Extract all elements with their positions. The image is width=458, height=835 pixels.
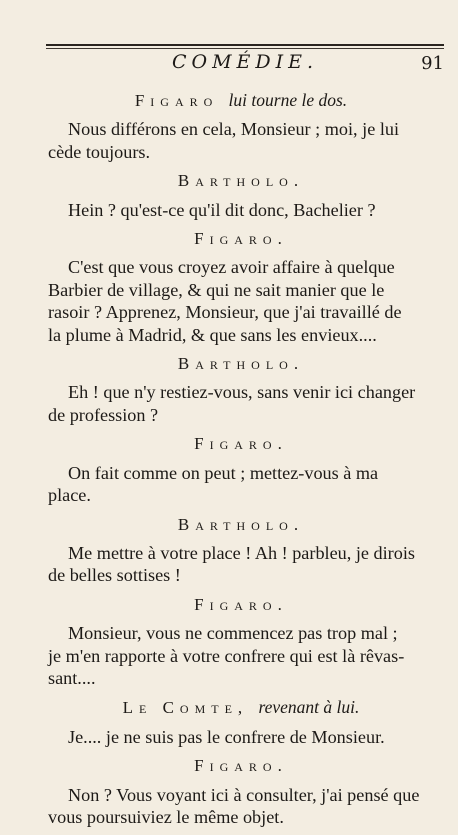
speech-paragraph	[48, 622, 434, 689]
speech-line: place.	[48, 485, 91, 506]
speaker-heading	[48, 228, 434, 250]
running-title: COMÉDIE.	[171, 51, 319, 73]
speaker-heading	[48, 353, 434, 375]
speech-line: C'est que vous croyez avoir affaire à quelque	[68, 257, 395, 278]
speech-line: Non ? Vous voyant ici à consulter, j'ai pensé que	[68, 784, 420, 805]
speech-line: Barbier de village, & qui ne sait manier que le	[48, 279, 385, 300]
speech-paragraph	[48, 118, 434, 163]
speech-line: Me mettre à votre place ! Ah ! parbleu, je dirois	[68, 542, 415, 563]
speaker-heading	[48, 755, 434, 777]
speech-line: vous poursuiviez le même objet.	[48, 806, 284, 827]
speech-paragraph	[48, 199, 434, 221]
speaker-heading	[48, 696, 434, 719]
stage-direction: revenant à lui.	[258, 697, 360, 718]
speaker-name: Figaro.	[194, 229, 288, 249]
speech-line: de profession ?	[48, 404, 159, 425]
speech-line: sant....	[48, 667, 96, 688]
speaker-name: Figaro.	[194, 756, 288, 776]
speech-line: Je.... je ne suis pas le confrere de Monsieur.	[68, 726, 385, 747]
speech-line: rasoir ? Apprenez, Monsieur, que j'ai travaillé de	[48, 302, 402, 323]
speech-paragraph	[48, 784, 434, 829]
page-number: 91	[421, 53, 444, 74]
speech-paragraph	[48, 542, 434, 587]
speech-paragraph	[48, 726, 434, 748]
stage-direction: lui tourne le dos.	[228, 90, 348, 110]
speech-line: la plume à Madrid, & que sans les envieux....	[48, 324, 377, 345]
speaker-name: Bartholo.	[177, 514, 305, 534]
speaker-heading	[48, 170, 434, 192]
speaker-name: Le Comte,	[122, 698, 249, 718]
speech-paragraph	[48, 381, 434, 426]
speech-line: Eh ! que n'y restiez-vous, sans venir ici changer	[68, 382, 416, 403]
speaker-name: Figaro	[134, 91, 219, 110]
speech-paragraph	[48, 462, 434, 507]
speaker-name: Bartholo.	[177, 354, 305, 374]
speech-line: de belles sottises !	[48, 565, 181, 586]
speaker-name: Figaro.	[194, 594, 288, 614]
speaker-name: Bartholo.	[177, 171, 305, 191]
dialogue-text	[48, 88, 434, 835]
speaker-heading	[48, 433, 434, 455]
speech-line: Hein ? qu'est-ce qu'il dit donc, Bachelier ?	[68, 199, 376, 220]
speech-line: Monsieur, vous ne commencez pas trop mal ;	[68, 623, 398, 644]
speech-line: je m'en rapporte à votre confrere qui est là rêvas-	[48, 645, 405, 666]
header-rule	[46, 44, 444, 46]
speaker-heading	[48, 594, 434, 616]
speech-line: cède toujours.	[48, 141, 151, 162]
speaker-heading	[48, 514, 434, 536]
speech-line: On fait comme on peut ; mettez-vous à ma	[68, 462, 379, 483]
page-header	[46, 44, 444, 72]
speech-paragraph	[48, 256, 434, 346]
speaker-heading	[48, 89, 434, 112]
speaker-name: Figaro.	[194, 434, 288, 454]
speech-line: Nous différons en cela, Monsieur ; moi, je lui	[68, 119, 400, 140]
